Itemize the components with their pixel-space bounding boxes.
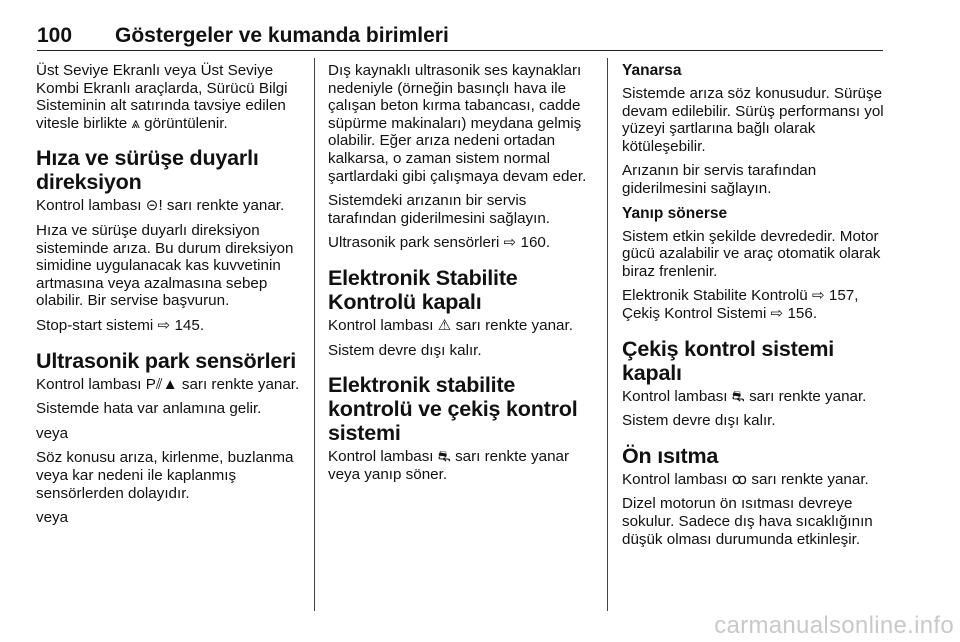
paragraph-tc-off-disabled: Sistem devre dışı kalır. [622, 412, 776, 430]
paragraph-or-1: veya [36, 424, 69, 442]
paragraph-parking-ref: Ultrasonik park sensörleri ⇨ 160. [328, 234, 551, 252]
column-2 [328, 62, 596, 490]
heading-parking-sensors: Ultrasonik park sensörleri [36, 348, 297, 373]
paragraph-steering-lamp: Kontrol lambası ⊝! sarı renkte yanar. [36, 197, 285, 215]
heading-tc-off: Çekiş kontrol sistemi kapalı [622, 336, 835, 385]
paragraph-stop-start-ref: Stop-start sistemi ⇨ 145. [36, 316, 205, 334]
paragraph-steering-fault: Hıza ve sürüşe duyarlı direksiyon sisteminde arıza. Bu durum direksiyon simidine uygulanacak kas kuvvetinin artmasına veya azalmasına sebep olabilir. Bir servise başvurun. [36, 221, 294, 310]
paragraph-esc-off-lamp: Kontrol lambası ⚠ sarı renkte yanar. [328, 316, 573, 334]
chapter-title: Göstergeler ve kumanda birimleri [115, 24, 449, 47]
heading-esc-off: Elektronik Stabilite Kontrolü kapalı [328, 265, 518, 314]
column-3 [622, 62, 892, 555]
page-number: 100 [37, 24, 73, 47]
paragraph-parking-fault: Sistemde hata var anlamına gelir. [36, 400, 262, 418]
heading-preheat: Ön ısıtma [622, 443, 719, 468]
paragraph-system-active: Sistem etkin şekilde devrededir. Motor gücü azalabilir ve araç otomatik olarak biraz frenlenir. [622, 227, 881, 280]
paragraph-esc-tc-lamp: Kontrol lambası ⛐ sarı renkte yanar veya yanıp söner. [328, 448, 570, 483]
paragraph-or-2: veya [36, 509, 69, 527]
heading-speed-steering: Hıza ve sürüşe duyarlı direksiyon [36, 146, 259, 195]
watermark-text: carmanualsonline.info [714, 612, 954, 639]
subheading-if-lit: Yanarsa [622, 62, 682, 79]
paragraph-esc-tc-refs: Elektronik Stabilite Kontrolü ⇨ 157, Çekiş Kontrol Sistemi ⇨ 156. [622, 287, 859, 322]
heading-esc-tc: Elektronik stabilite kontrolü ve çekiş kontrol sistemi [328, 373, 578, 446]
paragraph-fault-driving: Sistemde arıza söz konusudur. Sürüşe devam edilebilir. Sürüş performansı yol yüzeyi şartlarına bağlı olarak kötüleşebilir. [622, 85, 884, 155]
paragraph-service-1: Sistemdeki arızanın bir servis tarafından giderilmesini sağlayın. [328, 192, 551, 227]
paragraph-preheat-info: Dizel motorun ön ısıtması devreye sokulur. Sadece dış hava sıcaklığının düşük olması durumunda etkinleşir. [622, 495, 873, 548]
paragraph-parking-lamp: Kontrol lambası P⫽▲ sarı renkte yanar. [36, 375, 300, 393]
column-divider-1 [314, 58, 315, 611]
column-divider-2 [607, 58, 608, 611]
subheading-if-flashing: Yanıp sönerse [622, 204, 728, 222]
paragraph-ultrasonic-noise: Dış kaynaklı ultrasonik ses kaynakları nedeniyle (örneğin basınçlı hava ile çalışan beton kırma tabancası, cadde süpürme makinaları) meydana gelmiş olabilir. Eğer arıza nedeni ortadan kalkarsa, o zaman sistem normal şartlardaki gibi çalışmaya devam eder. [328, 62, 587, 185]
paragraph-preheat-lamp: Kontrol lambası ꝏ sarı renkte yanar. [622, 470, 869, 488]
paragraph-esc-off-disabled: Sistem devre dışı kalır. [328, 341, 482, 359]
paragraph-gear-indicator: Üst Seviye Ekranlı veya Üst Seviye Kombi Ekranlı araçlarda, Sürücü Bilgi Sisteminin alt satırında tavsiye edilen vitesle birlikte ⩓ görüntülenir. [36, 62, 288, 132]
page-header [37, 24, 883, 51]
paragraph-service-2: Arızanın bir servis tarafından giderilmesini sağlayın. [622, 162, 817, 197]
paragraph-parking-dirt: Söz konusu arıza, kirlenme, buzlanma veya kar nedeni ile kaplanmış sensörlerden dolayıdır. [36, 449, 294, 502]
column-1 [36, 62, 304, 534]
paragraph-tc-off-lamp: Kontrol lambası ⛐ sarı renkte yanar. [622, 387, 867, 405]
